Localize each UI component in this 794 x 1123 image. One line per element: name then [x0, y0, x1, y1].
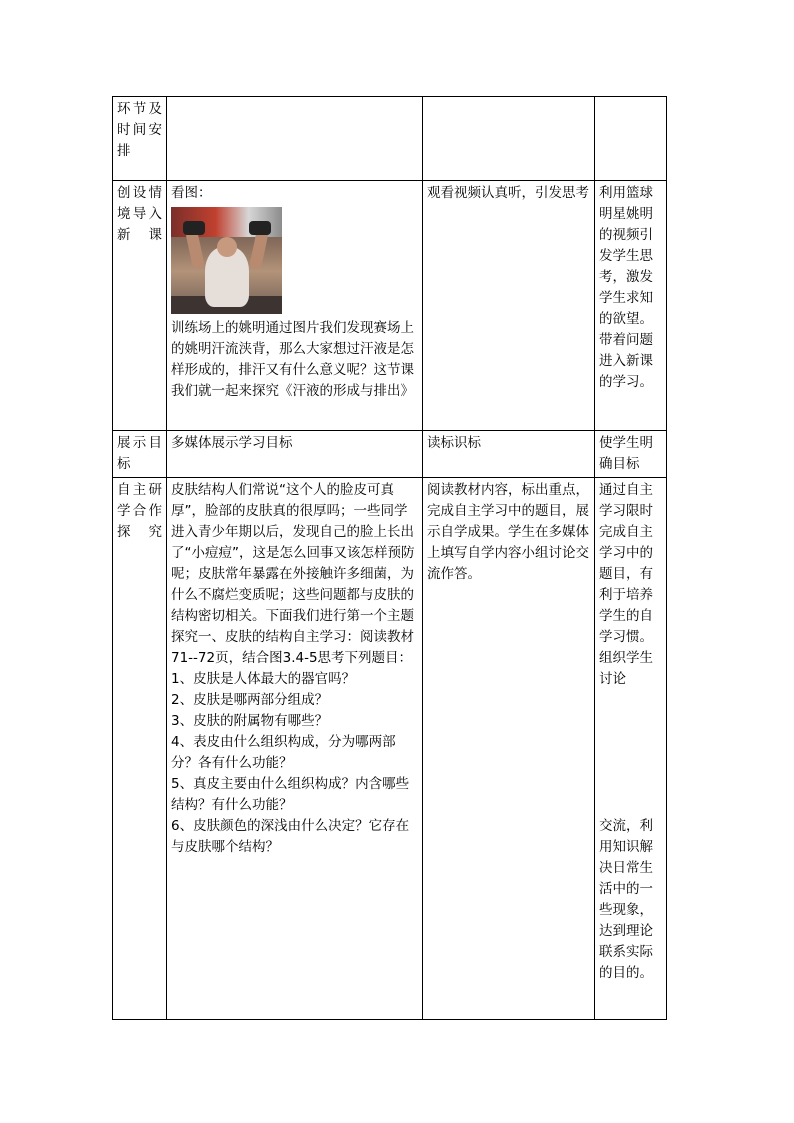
study-intro-paragraph: 皮肤结构人们常说“这个人的脸皮可真厚”，脸部的皮肤真的很厚吗；一些同学进入青少年期以后，发现自己的脸上长出了“小痘痘”，这是怎么回事又该怎样预防呢；皮肤常年暴露在外接触许多细菌，为什么不腐烂变质呢；这些问题都与皮肤的结构密切相关。下面我们进行第一个主题探究一、皮肤的结构自主学习：阅读教材 71--72页，结合图3.4-5思考下列题目：1、皮肤是人体最大的器官吗？ — [171, 482, 415, 687]
student-activity-intro: 观看视频认真听，引发思考 — [423, 181, 595, 431]
design-intent-goals: 使学生明确目标 — [595, 431, 667, 478]
row-label-goals: 展示目标 — [113, 431, 167, 478]
row-label-study: 自主研学合作探究 — [113, 478, 167, 1020]
header-row — [113, 97, 667, 181]
question-4: 4、表皮由什么组织构成，分为哪两部分？各有什么功能？ — [171, 734, 396, 771]
header-intent — [595, 97, 667, 181]
header-student — [423, 97, 595, 181]
student-activity-study: 阅读教材内容，标出重点，完成自主学习中的题目，展示自学成果。学生在多媒体上填写自学内容小组讨论交流作答。 — [423, 478, 595, 1020]
teacher-activity-intro — [167, 181, 423, 431]
student-activity-goals: 读标识标 — [423, 431, 595, 478]
design-intent-intro: 利用篮球明星姚明的视频引发学生思考，激发学生求知的欲望。带着问题进入新课的学习。 — [595, 181, 667, 431]
design-intent-study — [595, 478, 667, 1020]
question-5: 5、真皮主要由什么组织构成？内含哪些结构？有什么功能？ — [171, 776, 410, 813]
row-label-intro: 创设情境导入新课 — [113, 181, 167, 431]
teacher-activity-goals: 多媒体展示学习目标 — [167, 431, 423, 478]
table-row-study — [113, 478, 667, 1020]
table-row-goals — [113, 431, 667, 478]
header-teacher — [167, 97, 423, 181]
table-row-intro — [113, 181, 667, 431]
yao-ming-training-photo — [171, 207, 282, 314]
intent-study-bottom: 交流，利用知识解决日常生活中的一些现象，达到理论联系实际的目的。 — [599, 818, 653, 981]
lesson-plan-table — [112, 96, 667, 1020]
question-6: 6、皮肤颜色的深浅由什么决定？它存在与皮肤哪个结构？ — [171, 818, 410, 855]
teacher-activity-study — [167, 478, 423, 1020]
intro-paragraph: 训练场上的姚明通过图片我们发现赛场上的姚明汗流浃背，那么大家想过汗液是怎样形成的，排汗又有什么意义呢？这节课我们就一起来探究《汗液的形成与排出》 — [171, 320, 414, 399]
header-label: 环节及时间安排 — [113, 97, 167, 181]
question-3: 3、皮肤的附属物有哪些？ — [171, 713, 329, 729]
look-at-image-text: 看图： — [171, 185, 212, 201]
intent-study-top: 通过自主学习限时完成自主学习中的题目，有利于培养学生的自学习惯。组织学生讨论 — [599, 482, 653, 687]
question-2: 2、皮肤是哪两部分组成？ — [171, 692, 329, 708]
